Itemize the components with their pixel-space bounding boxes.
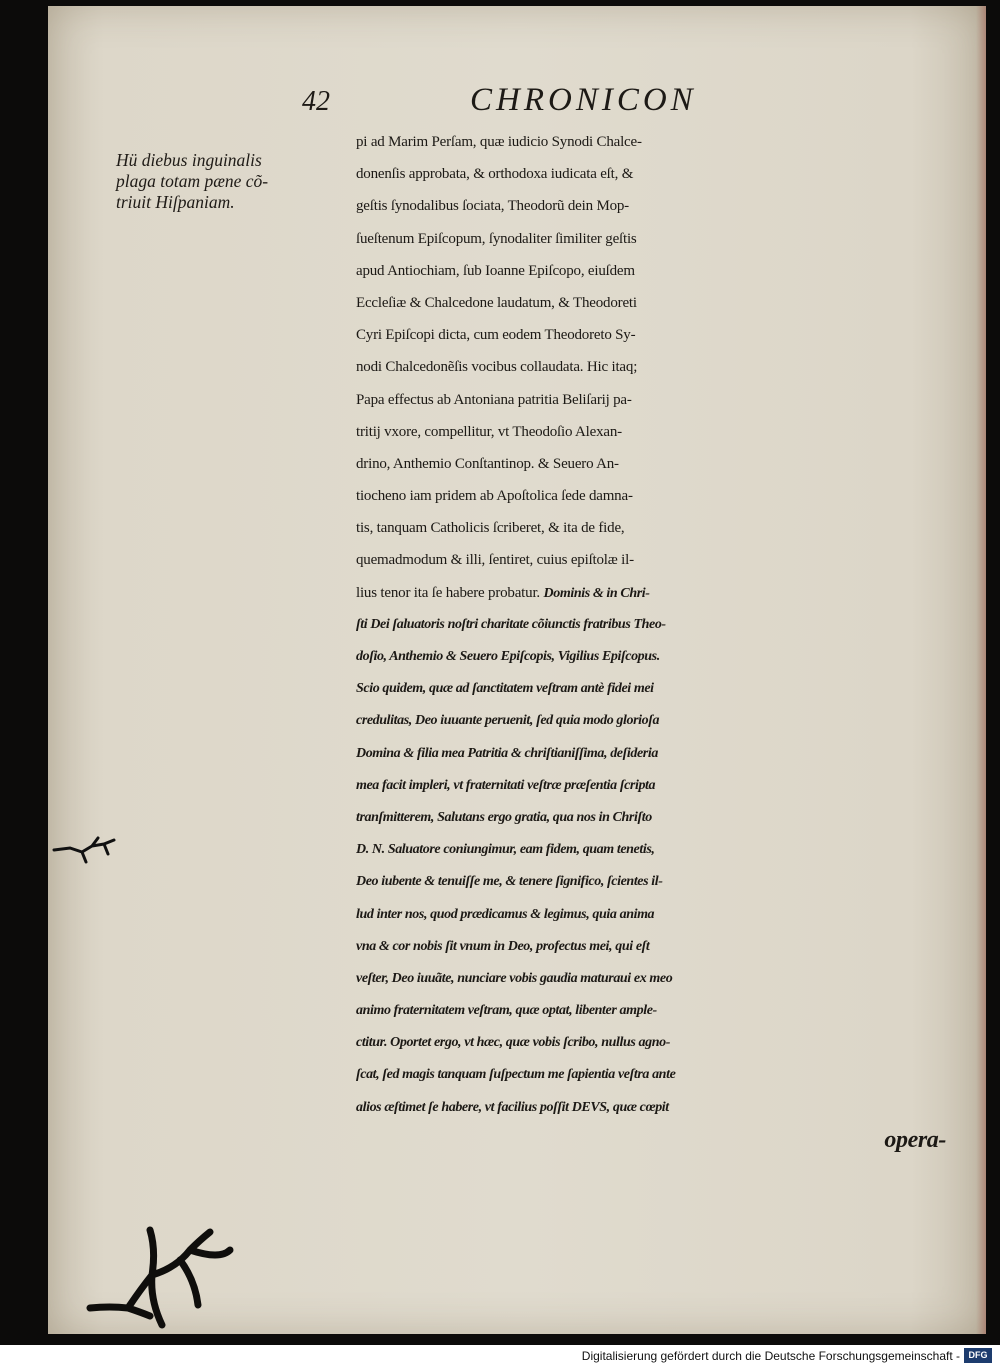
- text-line: tis, tanquam Catholicis ſcriberet, & ita de fide,: [356, 520, 625, 537]
- text-line: D. N. Saluatore coniungimur, eam fidem, quam tenetis,: [356, 842, 655, 858]
- marginal-note: [116, 150, 346, 213]
- marginal-note-line: triuit Hiſpaniam.: [116, 192, 235, 212]
- text-line: tiocheno iam pridem ab Apoſtolica ſede damna-: [356, 488, 633, 505]
- text-line: Cyri Epiſcopi dicta, cum eodem Theodoreto Sy-: [356, 327, 636, 344]
- text-line: opera-: [884, 1126, 946, 1153]
- text-line: vna & cor nobis ſit vnum in Deo, profectus mei, qui eſt: [356, 938, 650, 954]
- text-line: ſueſtenum Epiſcopum, ſynodaliter ſimiliter geſtis: [356, 230, 637, 247]
- marginal-note-line: Hü diebus inguinalis: [116, 150, 262, 170]
- text-line: doſio, Anthemio & Seuero Epiſcopis, Vigilius Epiſcopus.: [356, 649, 660, 664]
- text-line: Eccleſiæ & Chalcedone laudatum, & Theodoreti: [356, 294, 637, 311]
- text-line: pi ad Marim Perſam, quæ iudicio Synodi Chalce-: [356, 134, 642, 150]
- text-line: veſter, Deo iuuãte, nunciare vobis gaudia maturaui ex meo: [356, 970, 673, 986]
- text-line: Deo iubente & tenuiſſe me, & tenere ſignifico, ſcientes il-: [356, 874, 663, 890]
- text-line: Domina & filia mea Patritia & chriſtianiſſima, deſideria: [356, 745, 658, 761]
- text-line: tritij vxore, compellitur, vt Theodoſio Alexan-: [356, 423, 622, 440]
- text-line: mea facit impleri, vt fraternitati veſtræ præſentia ſcripta: [356, 777, 656, 793]
- ink-smudge: [52, 830, 122, 870]
- page-header: [300, 82, 920, 122]
- text-line: alios æſtimet ſe habere, vt facilius poſſit DEVS, quæ cœpit: [356, 1099, 669, 1115]
- page-number: 42: [302, 86, 330, 117]
- text-line: geſtis ſynodalibus ſociata, Theodorũ dein Mop-: [356, 198, 629, 215]
- text-line: lud inter nos, quod prædicamus & legimus, quia anima: [356, 906, 655, 922]
- text-line: credulitas, Deo iuuante peruenit, ſed quia modo glorioſa: [356, 713, 660, 729]
- text-line: donenſis approbata, & orthodoxa iudicata eſt, &: [356, 166, 634, 183]
- text-line: ſcat, ſed magis tanquam ſuſpectum me ſapientia veſtra ante: [356, 1067, 676, 1083]
- text-line: quemadmodum & illi, ſentiret, cuius epiſtolæ il-: [356, 552, 634, 569]
- page-edge: [976, 6, 986, 1334]
- text-line: Scio quidem, quæ ad ſanctitatem veſtram antè fidei mei: [356, 681, 654, 697]
- text-line-roman-part: lius tenor ita ſe habere probatur.: [356, 584, 544, 601]
- text-line: animo fraternitatem veſtram, quæ optat, libenter ample-: [356, 1003, 657, 1019]
- text-line: drino, Anthemio Conſtantinop. & Seuero An-: [356, 455, 619, 472]
- text-line: [356, 577, 946, 609]
- marginal-note-line: plaga totam pæne cõ-: [116, 171, 269, 191]
- funding-notice: Digitalisierung gefördert durch die Deutsche Forschungsgemeinschaft -: [581, 1349, 960, 1363]
- running-title: CHRONICON: [470, 82, 697, 118]
- dfg-logo: DFG: [964, 1348, 992, 1363]
- text-line: ſti Dei ſaluatoris noſtri charitate cõiunctis fratribus Theo-: [356, 616, 666, 632]
- text-line: tranſmitterem, Salutans ergo gratia, qua nos in Chriſto: [356, 809, 652, 825]
- text-line-italic-part: Dominis & in Chri-: [543, 585, 650, 601]
- text-line: Papa effectus ab Antoniana patritia Beliſarij pa-: [356, 391, 632, 408]
- text-line: nodi Chalcedonẽſis vocibus collaudata. Hic itaq;: [356, 359, 638, 376]
- text-line: apud Antiochiam, ſub Ioanne Epiſcopo, eiuſdem: [356, 262, 635, 279]
- text-line: ctitur. Oportet ergo, vt hæc, quæ vobis ſcribo, nullus agno-: [356, 1035, 670, 1051]
- body-text: [356, 126, 946, 1156]
- digitization-footer: [0, 1345, 1000, 1367]
- ink-stain: [80, 1220, 280, 1340]
